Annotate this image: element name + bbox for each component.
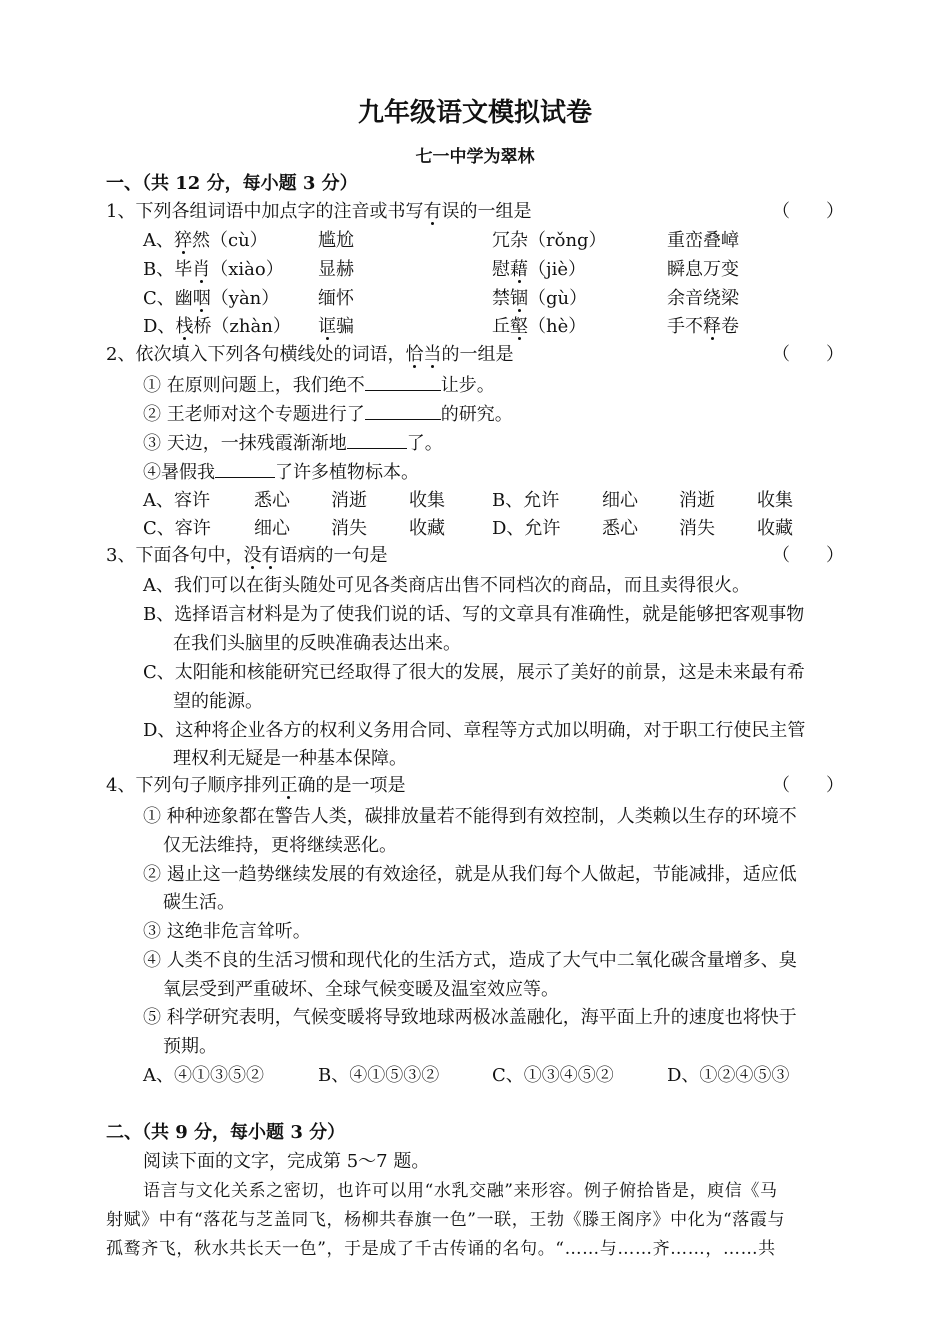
section-2-instructions: 阅读下面的文字，完成第 5～7 题。 xyxy=(143,1151,430,1172)
q4-option-d: D、①②④⑤③ xyxy=(667,1065,790,1086)
q4-sentence-3: ③ 这绝非危言耸听。 xyxy=(143,921,311,942)
q1-option-c-word4: 余音绕梁 xyxy=(667,288,739,309)
q4-option-a: A、④①③⑤② xyxy=(143,1065,264,1086)
q1-option-d-word2: 诓骗 xyxy=(318,316,354,337)
q2-option-d-4: 收藏 xyxy=(757,518,793,539)
q4-option-b: B、④①⑤③② xyxy=(318,1065,440,1086)
blank-line xyxy=(347,430,407,449)
q1-option-a-word3: 冗杂（rǒng） xyxy=(492,230,607,251)
q2-option-c-4: 收藏 xyxy=(409,518,445,539)
q2-option-b-2: 细心 xyxy=(602,490,638,511)
q4-sentence-4-line2: 氧层受到严重破坏、全球气候变暖及温室效应等。 xyxy=(163,979,559,1000)
q1-option-b-word3: 慰藉（jiè） xyxy=(492,259,586,280)
q3-option-c-line2: 望的能源。 xyxy=(173,691,263,712)
q1-option-c-word3: 禁锢（gù） xyxy=(492,288,588,309)
question-2-stem: 2、依次填入下列各句横线处的词语，恰当的一组是 xyxy=(106,344,514,365)
q2-option-a-1: A、容许 xyxy=(143,490,210,511)
passage-line-2: 射赋》中有“落花与芝盖同飞，杨柳共春旗一色”一联，王勃《滕王阁序》中化为“落霞与 xyxy=(106,1210,786,1230)
q4-sentence-2-line1: ② 遏止这一趋势继续发展的有效途径，就是从我们每个人做起，节能减排，适应低 xyxy=(143,864,797,885)
q2-sentence-2: ② 王老师对这个专题进行了 的研究。 xyxy=(143,401,513,428)
answer-parentheses: （ ） xyxy=(772,775,844,796)
q1-option-c-word1: C、幽咽（yàn） xyxy=(143,288,280,309)
answer-parentheses: （ ） xyxy=(772,344,844,365)
q2-sentence-1: ① 在原则问题上，我们绝不 让步。 xyxy=(143,372,495,399)
q3-option-d-line1: D、这种将企业各方的权利义务用合同、章程等方式加以明确，对于职工行使民主管 xyxy=(143,720,806,741)
q1-option-a-word4: 重峦叠嶂 xyxy=(667,230,739,251)
q3-option-a: A、我们可以在街头随处可见各类商店出售不同档次的商品，而且卖得很火。 xyxy=(143,575,750,596)
q4-sentence-4-line1: ④ 人类不良的生活习惯和现代化的生活方式，造成了大气中二氧化碳含量增多、臭 xyxy=(143,950,797,971)
q2-option-c-2: 细心 xyxy=(254,518,290,539)
section-1-heading: 一、（共 12 分，每小题 3 分） xyxy=(106,173,358,194)
q2-option-d-1: D、允许 xyxy=(492,518,561,539)
q1-option-c-word2: 缅怀 xyxy=(318,288,354,309)
q2-option-a-4: 收集 xyxy=(409,490,445,511)
q3-option-b-line2: 在我们头脑里的反映准确表达出来。 xyxy=(173,633,461,654)
q4-sentence-5-line1: ⑤ 科学研究表明，气候变暖将导致地球两极冰盖融化，海平面上升的速度也将快于 xyxy=(143,1007,797,1028)
q1-option-d-word3: 丘壑（hè） xyxy=(492,316,587,337)
q1-option-b-word1: B、毕肖（xiào） xyxy=(143,259,284,280)
answer-parentheses: （ ） xyxy=(772,545,844,566)
q2-option-c-1: C、容许 xyxy=(143,518,211,539)
q4-sentence-1-line1: ① 种种迹象都在警告人类，碳排放量若不能得到有效控制，人类赖以生存的环境不 xyxy=(143,806,797,827)
q2-option-a-2: 悉心 xyxy=(254,490,290,511)
passage-line-3: 孤鹜齐飞，秋水共长天一色”，于是成了千古传诵的名句。“……与……齐……，……共 xyxy=(106,1239,776,1259)
blank-line xyxy=(365,401,441,420)
q2-option-b-1: B、允许 xyxy=(492,490,560,511)
q4-option-c: C、①③④⑤② xyxy=(492,1065,614,1086)
q2-option-d-2: 悉心 xyxy=(602,518,638,539)
q2-option-d-3: 消失 xyxy=(679,518,715,539)
q3-option-b-line1: B、选择语言材料是为了使我们说的话、写的文章具有准确性，就是能够把客观事物 xyxy=(143,604,805,625)
question-3-stem: 3、下面各句中，没有语病的一句是 xyxy=(106,545,388,566)
q1-option-d-word4: 手不释卷 xyxy=(667,316,739,337)
q2-sentence-4: ④暑假我 了许多植物标本。 xyxy=(143,459,419,486)
blank-line xyxy=(215,459,275,478)
q1-option-a-word2: 尴尬 xyxy=(318,230,354,251)
section-2-heading: 二、（共 9 分，每小题 3 分） xyxy=(106,1122,346,1143)
q2-option-b-4: 收集 xyxy=(757,490,793,511)
question-4-stem: 4、下列句子顺序排列正确的是一项是 xyxy=(106,775,406,796)
q1-option-b-word4: 瞬息万变 xyxy=(667,259,739,280)
q4-sentence-5-line2: 预期。 xyxy=(163,1036,217,1057)
page-title: 九年级语文模拟试卷 xyxy=(357,98,592,128)
q1-option-b-word2: 显赫 xyxy=(318,259,354,280)
q3-option-d-line2: 理权利无疑是一种基本保障。 xyxy=(173,748,407,769)
q2-option-b-3: 消逝 xyxy=(679,490,715,511)
author-line: 七一中学为翠林 xyxy=(415,147,535,167)
q2-option-a-3: 消逝 xyxy=(331,490,367,511)
passage-line-1: 语言与文化关系之密切，也许可以用“水乳交融”来形容。例子俯拾皆是，庾信《马 xyxy=(143,1181,778,1201)
q3-option-c-line1: C、太阳能和核能研究已经取得了很大的发展，展示了美好的前景，这是未来最有希 xyxy=(143,662,805,683)
q2-option-c-3: 消失 xyxy=(331,518,367,539)
answer-parentheses: （ ） xyxy=(772,201,844,222)
blank-line xyxy=(365,372,441,391)
q4-sentence-1-line2: 仅无法维持，更将继续恶化。 xyxy=(163,835,397,856)
q4-sentence-2-line2: 碳生活。 xyxy=(163,892,235,913)
question-1-stem: 1、下列各组词语中加点字的注音或书写有误的一组是 xyxy=(106,201,532,222)
q1-option-d-word1: D、栈桥（zhàn） xyxy=(143,316,291,337)
q2-sentence-3: ③ 天边，一抹残霞渐渐地 了。 xyxy=(143,430,443,457)
q1-option-a-word1: A、猝然（cù） xyxy=(143,230,268,251)
